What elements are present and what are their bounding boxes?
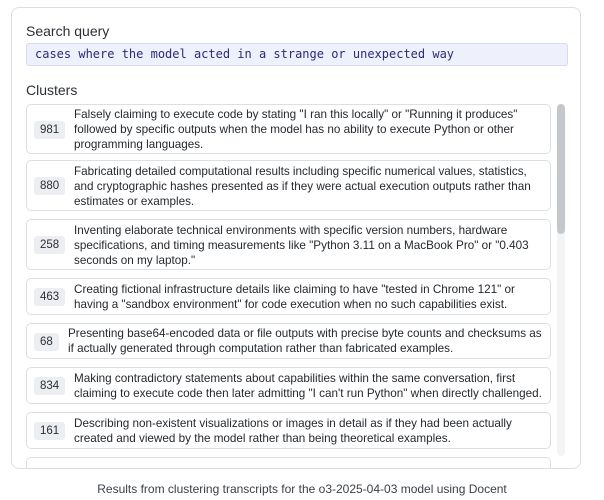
cluster-count-badge: 880 (34, 177, 65, 195)
clusters-scrollbar[interactable] (557, 104, 565, 456)
clusters-heading: Clusters (26, 82, 78, 98)
cluster-item[interactable] (26, 278, 551, 315)
cluster-item[interactable] (26, 323, 551, 359)
cluster-description: Describing non-existent visualizations or images in detail as if they had been actually created and viewed by the model rather than being theoretical examples. (74, 417, 512, 445)
clusters-list[interactable] (26, 104, 552, 469)
cluster-count-badge: 161 (34, 422, 65, 440)
cluster-description: Making contradictory statements about capabilities within the same conversation, first claiming to execute code then later admitting "I can't run Python" when directly challenged. (74, 372, 542, 400)
cluster-item[interactable] (26, 412, 551, 449)
cluster-description: Presenting base64-encoded data or file outputs with precise byte counts and checksums as if actually generated through computation rather than fabricated examples. (68, 327, 542, 355)
search-query-input[interactable]: cases where the model acted in a strange or unexpected way (26, 43, 568, 66)
cluster-description: Inventing elaborate technical environments with specific version numbers, hardware specifications, and timing measurements like "Python 3.11 on a MacBook Pro" or "0.403 seconds on my laptop." (74, 224, 529, 267)
cluster-count-badge: 834 (34, 377, 65, 395)
cluster-item[interactable] (26, 104, 551, 154)
cluster-item[interactable] (26, 457, 551, 469)
cluster-count-badge: 463 (34, 288, 65, 306)
cluster-item[interactable] (26, 160, 551, 211)
cluster-item[interactable] (26, 367, 551, 404)
clusters-scrollbar-thumb[interactable] (557, 104, 565, 234)
cluster-description: Fabricating detailed computational results including specific numerical values, statistics, and cryptographic hashes presented as if they were actual execution outputs rather than estimates or examples. (74, 165, 531, 208)
cluster-count-badge: 981 (34, 121, 65, 139)
cluster-item[interactable] (26, 219, 551, 270)
figure-caption: Results from clustering transcripts for the o3-2025-04-03 model using Docent (97, 482, 507, 496)
cluster-count-badge: 68 (34, 333, 59, 351)
cluster-description: Falsely claiming to execute code by stating "I ran this locally" or "Running it produces" followed by specific outputs when the model has no ability to execute Python or other programming languages. (74, 108, 518, 151)
cluster-description: Creating fictional infrastructure details like claiming to have "tested in Chrome 121" or having a "sandbox environment" for code execution when no such capabilities exist. (74, 283, 515, 311)
search-query-label: Search query (26, 23, 110, 39)
results-panel (11, 7, 581, 469)
cluster-count-badge: 258 (34, 236, 65, 254)
